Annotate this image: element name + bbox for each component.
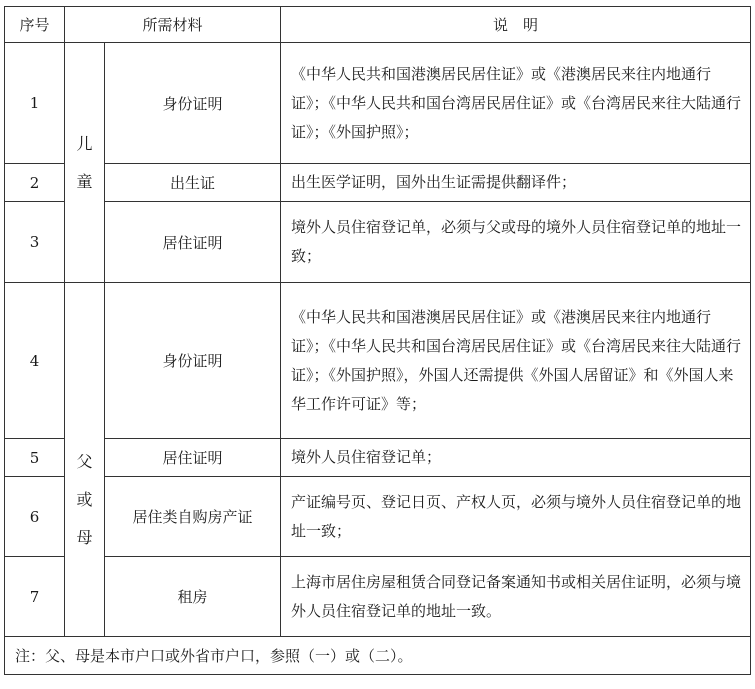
row-material: 身份证明 [105,283,281,439]
row-desc: 《中华人民共和国港澳居民居住证》或《港澳居民来往内地通行证》；《中华人民共和国台湾居民居住证》或《台湾居民来往大陆通行证》；《外国护照》，外国人还需提供《外国人居留证》和《外国人来华工作许可证》等； [281,283,751,439]
row-desc: 境外人员住宿登记单； [281,439,751,477]
row-seq: 7 [5,557,65,637]
row-desc: 《中华人民共和国港澳居民居住证》或《港澳居民来往内地通行证》；《中华人民共和国台湾居民居住证》或《台湾居民来往大陆通行证》；《外国护照》； [281,43,751,164]
row-material: 居住类自购房产证 [105,477,281,557]
row-desc: 出生医学证明，国外出生证需提供翻译件； [281,164,751,202]
table-row [5,439,751,477]
group-child: 儿 童 [65,43,105,283]
table-note: 注：父、母是本市户口或外省市户口，参照（一）或（二）。 [5,637,751,675]
table-row [5,43,751,164]
row-material: 出生证 [105,164,281,202]
row-desc: 产证编号页、登记日页、产权人页，必须与境外人员住宿登记单的地址一致； [281,477,751,557]
header-desc: 说 明 [281,7,751,43]
row-seq: 5 [5,439,65,477]
header-row [5,7,751,43]
row-seq: 2 [5,164,65,202]
note-row [5,637,751,675]
table-row [5,477,751,557]
header-seq: 序号 [5,7,65,43]
row-desc: 境外人员住宿登记单，必须与父或母的境外人员住宿登记单的地址一致； [281,202,751,283]
row-seq: 3 [5,202,65,283]
row-seq: 6 [5,477,65,557]
requirements-table [4,6,751,675]
table-row [5,202,751,283]
group-parent: 父 或 母 [65,283,105,637]
header-materials: 所需材料 [65,7,281,43]
row-desc: 上海市居住房屋租赁合同登记备案通知书或相关居住证明，必须与境外人员住宿登记单的地址一致。 [281,557,751,637]
row-material: 居住证明 [105,202,281,283]
table-row [5,283,751,439]
table-row [5,557,751,637]
row-material: 居住证明 [105,439,281,477]
table-row [5,164,751,202]
row-material: 租房 [105,557,281,637]
row-seq: 1 [5,43,65,164]
row-seq: 4 [5,283,65,439]
row-material: 身份证明 [105,43,281,164]
